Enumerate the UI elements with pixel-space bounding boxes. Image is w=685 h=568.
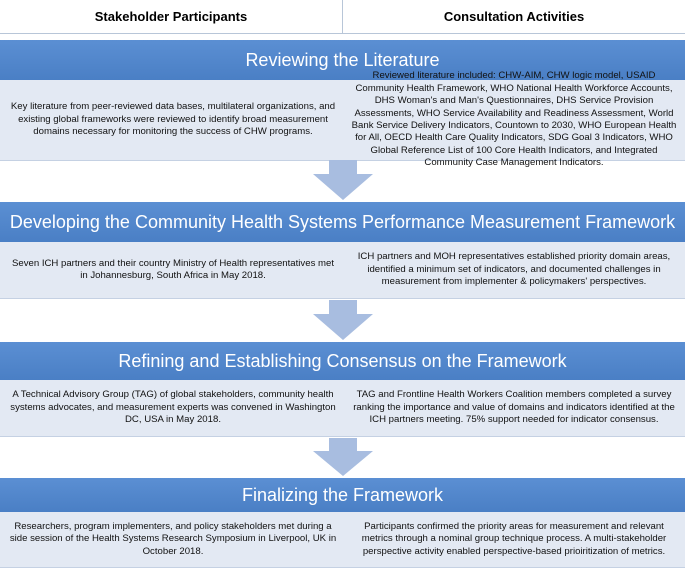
stage-1-consultation: Reviewed literature included: CHW-AIM, CHW logic model, USAID Community Health Framework, WHO National Health Workforce Accounts, DHS Woman's and Man's Questionnaires, DHS Service Provision Assessments, WHO Service Availability and Readiness Assessment, World Bank Service Delivery Indicators, Countown to 2030, WHO European Health for All, OECD Health Care Quality Indicators, SDG Goal 3 Indicators, WHO Global Reference List of 100 Core Health Indicators, and Integrated Community Case Management Indicators. (351, 70, 677, 169)
stage-4-consultation: Participants confirmed the priority areas for measurement and relevant metrics through a nominal group technique process. A multi-stakeholder perspective activity enabled perspective-based prioiritization of metrics. (361, 520, 667, 557)
stage-3-consultation: TAG and Frontline Health Workers Coalition members completed a survey ranking the importance and value of domains and indicators identified at the ICH partners meeting. 75% support needed for indicator consensus. (353, 389, 675, 426)
stage-4-title: Finalizing the Framework (0, 478, 685, 513)
stage-2-title: Developing the Community Health Systems Performance Measurement Framework (0, 202, 685, 243)
stage-3-stakeholder: A Technical Advisory Group (TAG) of global stakeholders, community health systems advocates, and measurement experts was convened in Washington DC, USA in May 2018. (10, 389, 336, 426)
stage-1-title: Reviewing the Literature (0, 40, 685, 81)
stage-4-stakeholder: Researchers, program implementers, and policy stakeholders met during a side session of the Health Systems Research Symposium in Liverpool, UK in October 2018. (9, 520, 337, 557)
stage-1-stakeholder: Key literature from peer-reviewed data bases, multilateral organizations, and existing global frameworks were reviewed to identify broad measurement domains necessary for monitoring the success of CHW programs. (10, 101, 336, 138)
stage-1-panel (0, 70, 685, 169)
stakeholder-participants-header: Stakeholder Participants (94, 9, 248, 24)
stage-4-panel (0, 512, 685, 568)
stage-3-title: Refining and Establishing Consensus on the Framework (0, 342, 685, 381)
stage-3-panel (0, 380, 685, 437)
consultation-activities-header: Consultation Activities (342, 0, 685, 33)
stage-1-down-arrow (313, 160, 373, 200)
stage-2-panel (0, 242, 685, 299)
stage-3-down-arrow (313, 438, 373, 476)
stage-2-consultation: ICH partners and MOH representatives established priority domain areas, identified a minimum set of indicators, and documented challenges in measurement from implementer & policymakers' perspectives. (357, 251, 671, 288)
stage-2-stakeholder: Seven ICH partners and their country Ministry of Health representatives met in Johannesburg, South Africa in May 2018. (11, 257, 335, 281)
stage-2-down-arrow (313, 300, 373, 340)
table-header (0, 0, 685, 34)
